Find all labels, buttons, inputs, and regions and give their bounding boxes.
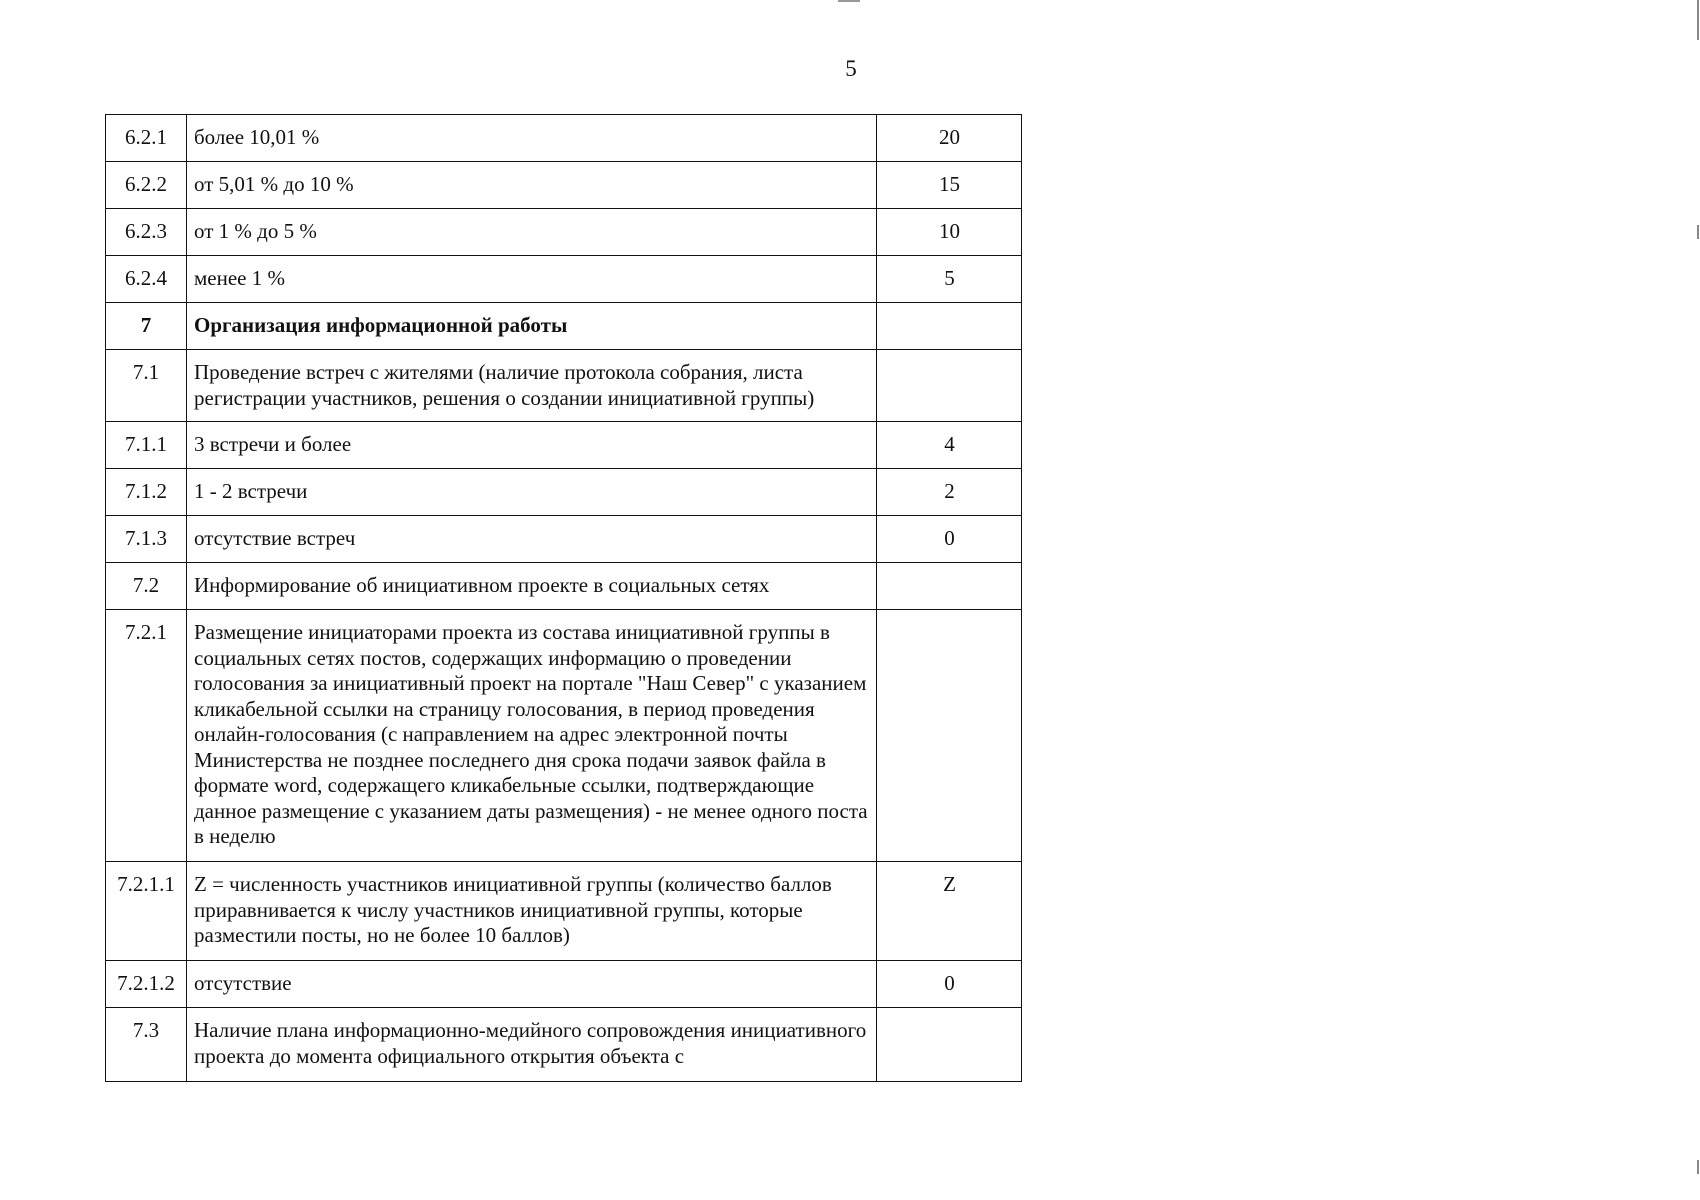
row-text: от 5,01 % до 10 % bbox=[187, 162, 877, 209]
criteria-table-body bbox=[106, 115, 1022, 1082]
row-score: 10 bbox=[877, 209, 1022, 256]
row-text: Z = численность участников инициативной группы (количество баллов приравнивается к числу участников инициативной группы, которые разместили посты, но не более 10 баллов) bbox=[187, 862, 877, 961]
row-score bbox=[877, 303, 1022, 350]
row-score: Z bbox=[877, 862, 1022, 961]
row-score bbox=[877, 350, 1022, 422]
row-text: Размещение инициаторами проекта из состава инициативной группы в социальных сетях постов, содержащих информацию о проведении голосования за инициативный проект на портале "Наш Север" с указанием кликабельной ссылки на страницу голосования, в период проведения онлайн-голосования (с направлением на адрес электронной почты Министерства не позднее последнего дня срока подачи заявок файла в формате word, содержащего кликабельные ссылки, подтверждающие данное размещение с указанием даты размещения) - не менее одного поста в неделю bbox=[187, 610, 877, 862]
scan-edge-mark bbox=[1697, 1160, 1699, 1174]
row-number: 7.2.1 bbox=[106, 610, 187, 862]
row-number: 7.3 bbox=[106, 1008, 187, 1082]
row-score: 0 bbox=[877, 961, 1022, 1008]
row-number: 6.2.2 bbox=[106, 162, 187, 209]
row-score: 4 bbox=[877, 422, 1022, 469]
row-text: Информирование об инициативном проекте в социальных сетях bbox=[187, 563, 877, 610]
table-row bbox=[106, 350, 1022, 422]
table-row bbox=[106, 961, 1022, 1008]
row-text: 3 встречи и более bbox=[187, 422, 877, 469]
row-number: 7.2.1.1 bbox=[106, 862, 187, 961]
scan-top-mark bbox=[838, 0, 860, 2]
row-number: 7.1.1 bbox=[106, 422, 187, 469]
table-row bbox=[106, 610, 1022, 862]
row-text: от 1 % до 5 % bbox=[187, 209, 877, 256]
table-row bbox=[106, 469, 1022, 516]
table-row bbox=[106, 256, 1022, 303]
table-row bbox=[106, 115, 1022, 162]
row-text: более 10,01 % bbox=[187, 115, 877, 162]
row-number: 7.1 bbox=[106, 350, 187, 422]
row-number: 6.2.1 bbox=[106, 115, 187, 162]
table-row bbox=[106, 209, 1022, 256]
scan-edge-mark bbox=[1697, 225, 1699, 239]
table-row bbox=[106, 162, 1022, 209]
table-row bbox=[106, 862, 1022, 961]
scan-edge-mark bbox=[1697, 0, 1699, 40]
row-text: отсутствие встреч bbox=[187, 516, 877, 563]
table-row bbox=[106, 422, 1022, 469]
table-row bbox=[106, 1008, 1022, 1082]
row-score: 20 bbox=[877, 115, 1022, 162]
row-text: Наличие плана информационно-медийного сопровождения инициативного проекта до момента официального открытия объекта с bbox=[187, 1008, 877, 1082]
row-score: 0 bbox=[877, 516, 1022, 563]
row-number: 7.2.1.2 bbox=[106, 961, 187, 1008]
row-score bbox=[877, 563, 1022, 610]
page-number: 5 bbox=[845, 56, 857, 81]
table-row bbox=[106, 303, 1022, 350]
row-text: менее 1 % bbox=[187, 256, 877, 303]
table-row bbox=[106, 563, 1022, 610]
row-score: 2 bbox=[877, 469, 1022, 516]
row-score: 5 bbox=[877, 256, 1022, 303]
row-number: 6.2.4 bbox=[106, 256, 187, 303]
row-number: 7.2 bbox=[106, 563, 187, 610]
row-text: отсутствие bbox=[187, 961, 877, 1008]
row-number: 6.2.3 bbox=[106, 209, 187, 256]
row-text: 1 - 2 встречи bbox=[187, 469, 877, 516]
row-number: 7 bbox=[106, 303, 187, 350]
row-number: 7.1.2 bbox=[106, 469, 187, 516]
criteria-table bbox=[105, 114, 1022, 1082]
table-row bbox=[106, 516, 1022, 563]
row-score: 15 bbox=[877, 162, 1022, 209]
row-number: 7.1.3 bbox=[106, 516, 187, 563]
row-text: Проведение встреч с жителями (наличие протокола собрания, листа регистрации участников, решения о создании инициативной группы) bbox=[187, 350, 877, 422]
row-score bbox=[877, 610, 1022, 862]
row-text: Организация информационной работы bbox=[187, 303, 877, 350]
row-score bbox=[877, 1008, 1022, 1082]
